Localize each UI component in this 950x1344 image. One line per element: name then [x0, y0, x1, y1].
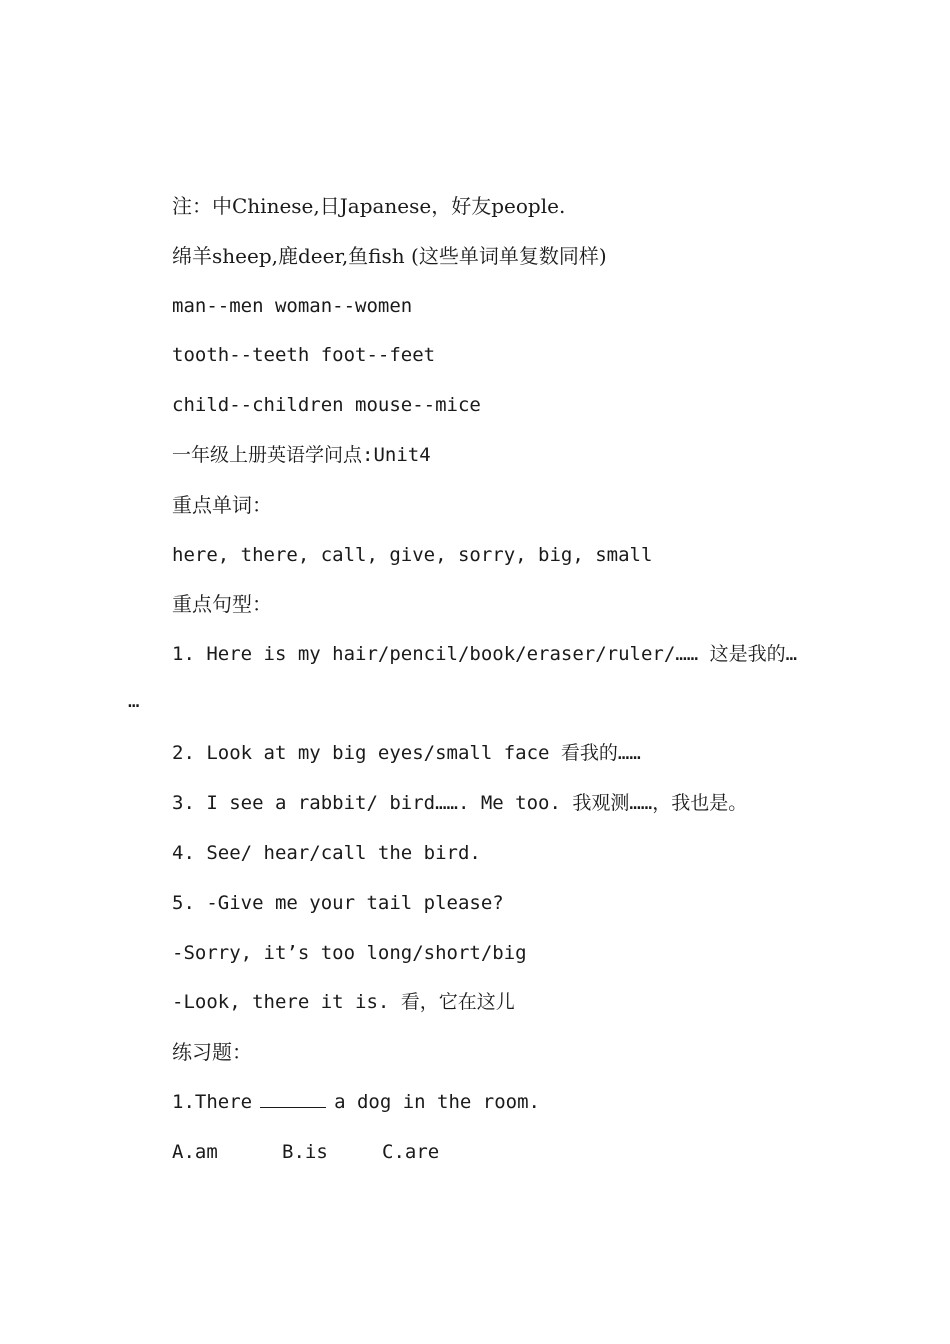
- plural-pair-line-3: child--children mouse--mice: [172, 394, 481, 416]
- note-line: 注：中Chinese,日Japanese，好友people.: [172, 194, 566, 218]
- exercise-1-question: [172, 1089, 540, 1115]
- plural-pair-line-2: tooth--teeth foot--feet: [172, 344, 436, 366]
- sentence-5-reply-1: -Sorry, it’s too long/short/big: [172, 942, 527, 964]
- exercise-1-before-blank: 1.There: [172, 1091, 253, 1113]
- sentence-1: 1. Here is my hair/pencil/book/eraser/ruler/…… 这是我的…: [172, 643, 798, 665]
- key-words-heading: 重点单词：: [172, 493, 272, 517]
- exercises-heading: 练习题：: [172, 1040, 252, 1064]
- sentence-1-continuation: …: [128, 690, 140, 712]
- key-sentences-heading: 重点句型：: [172, 592, 272, 616]
- option-c: C.are: [382, 1141, 440, 1163]
- option-b: B.is: [282, 1141, 328, 1163]
- option-a: A.am: [172, 1141, 218, 1163]
- sentence-3: 3. I see a rabbit/ bird……. Me too. 我观测……，我也是。: [172, 792, 748, 814]
- plural-pair-line-1: man--men woman--women: [172, 295, 413, 317]
- sentence-2: 2. Look at my big eyes/small face 看我的……: [172, 742, 641, 764]
- answer-blank: [260, 1089, 326, 1108]
- exercise-1-after-blank: a dog in the room.: [334, 1091, 540, 1113]
- sentence-4: 4. See/ hear/call the bird.: [172, 842, 481, 864]
- sentence-5-reply-2: -Look, there it is. 看，它在这儿: [172, 991, 515, 1013]
- sentence-5: 5. -Give me your tail please?: [172, 892, 504, 914]
- plural-note-line: 绵羊sheep,鹿deer,鱼fish (这些单词单复数同样): [172, 244, 607, 268]
- exercise-1-options: [172, 1139, 439, 1165]
- key-words-list: here, there, call, give, sorry, big, small: [172, 544, 653, 566]
- section-heading-unit4: 一年级上册英语学问点:Unit4: [172, 444, 431, 466]
